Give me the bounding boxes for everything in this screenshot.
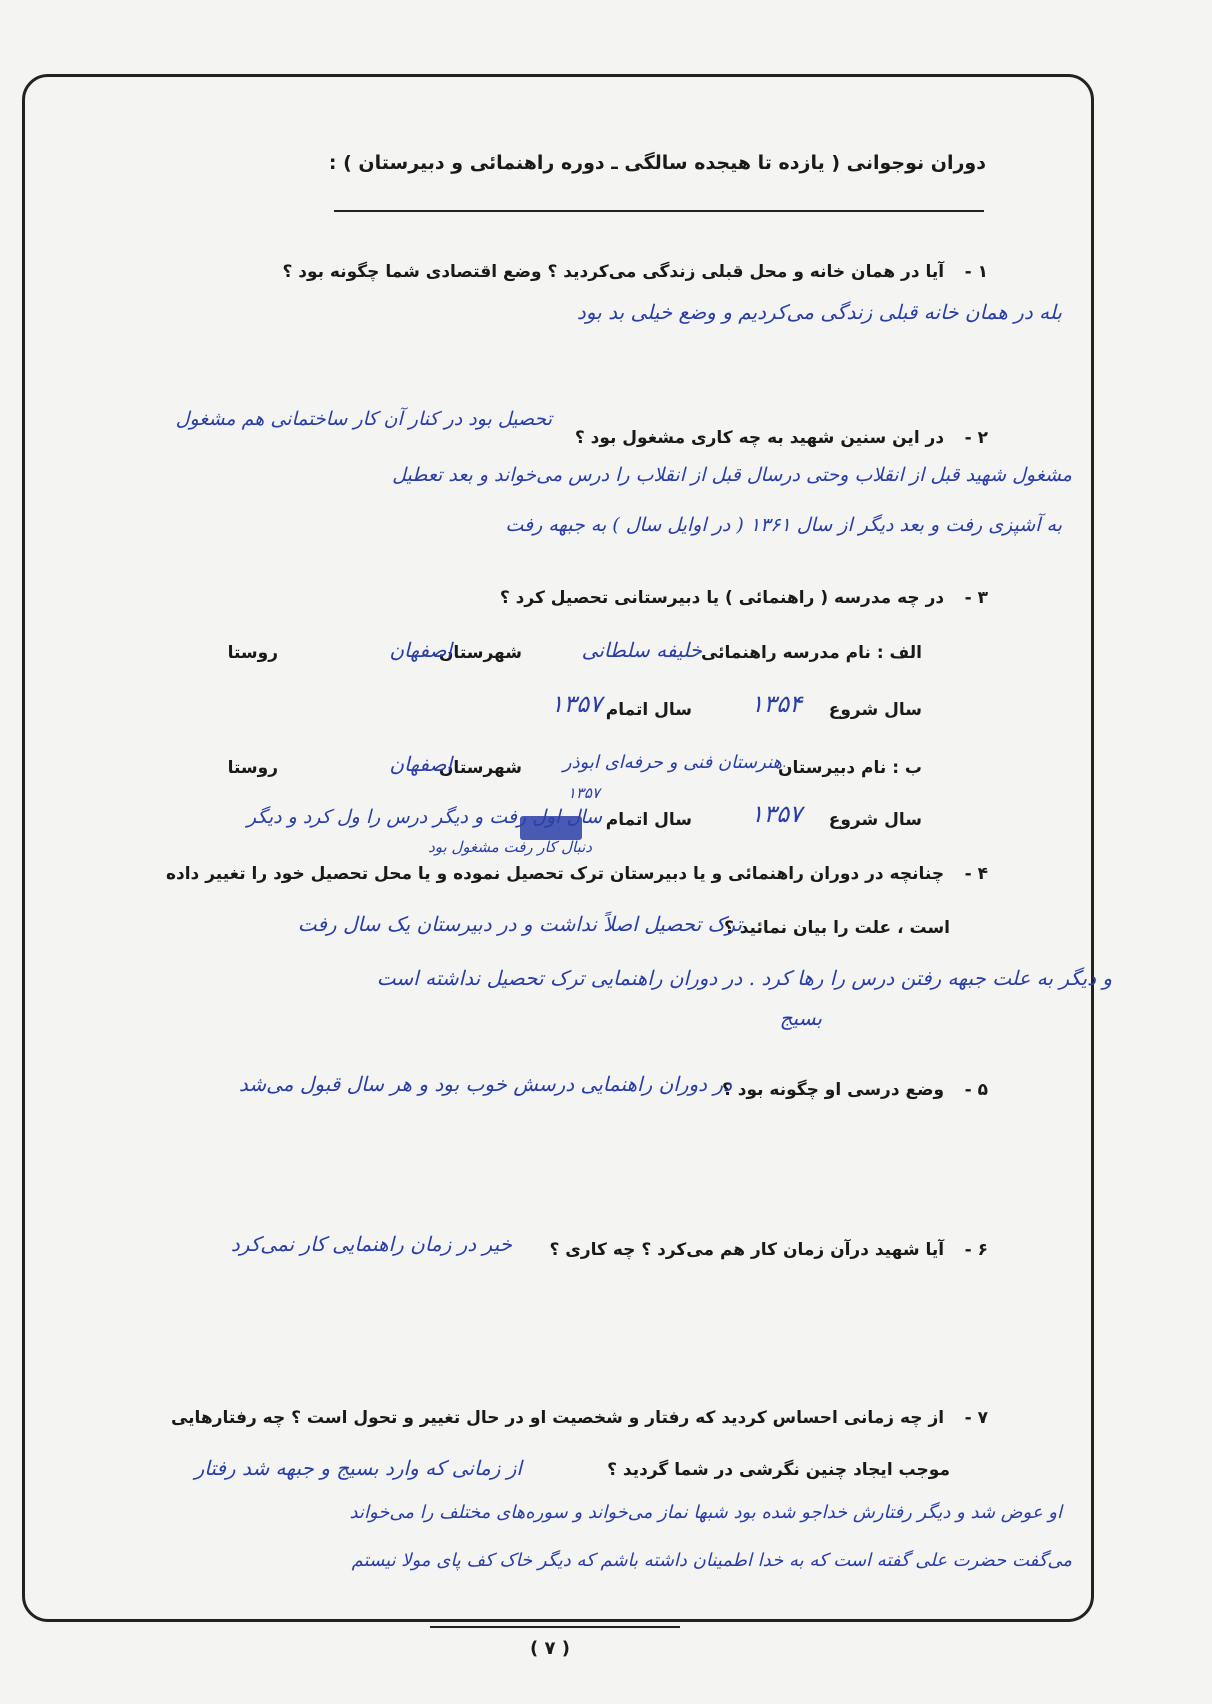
answer-2-top: تحصیل بود در کنار آن کار ساختمانی هم مشغول bbox=[175, 408, 552, 430]
school-a-start-label: سال شروع bbox=[828, 700, 922, 720]
school-b-end-year: ۱۳۵۷ bbox=[567, 784, 600, 802]
question-number: ۳ - bbox=[964, 588, 988, 608]
question-7 bbox=[171, 1408, 988, 1428]
answer-4-line-2: و دیگر به علت جبهه رفتن درس را رها کرد . در دوران راهنمایی ترک تحصیل نداشته است bbox=[376, 966, 1112, 990]
question-number: ۵ - bbox=[964, 1080, 988, 1100]
question-number: ۴ - bbox=[964, 864, 988, 884]
footer-rule bbox=[430, 1626, 680, 1628]
question-text: آیا شهید درآن زمان کار هم می‌کرد ؟ چه کاری ؟ bbox=[549, 1240, 945, 1260]
answer-7-line-1: از زمانی که وارد بسیج و جبهه شد رفتار bbox=[194, 1456, 522, 1480]
school-b-start-label: سال شروع bbox=[828, 810, 922, 830]
answer-7-line-3: می‌گفت حضرت علی گفته است که به خدا اطمینان داشته باشم که دیگر خاک کف پای مولا نیستم bbox=[351, 1550, 1072, 1571]
question-number: ۲ - bbox=[964, 428, 988, 448]
question-2 bbox=[575, 428, 988, 448]
answer-7-line-2: او عوض شد و دیگر رفتارش خداجو شده بود شبها نماز می‌خواند و سوره‌های مختلف را می‌خواند bbox=[349, 1502, 1062, 1523]
school-a-label: الف : نام مدرسه راهنمائی bbox=[700, 643, 922, 663]
answer-1: بله در همان خانه قبلی زندگی می‌کردیم و وضع خیلی بد بود bbox=[576, 300, 1062, 324]
question-text: وضع درسی او چگونه بود ؟ bbox=[721, 1080, 945, 1100]
question-text: آیا در همان خانه و محل قبلی زندگی می‌کردید ؟ وضع اقتصادی شما چگونه بود ؟ bbox=[282, 262, 945, 282]
answer-2-line-2: به آشپزی رفت و بعد دیگر از سال ۱۳۶۱ ( در اوایل سال ) به جبهه رفت bbox=[505, 514, 1062, 536]
school-a-city: اصفهان bbox=[389, 638, 452, 662]
school-a-start-year: ۱۳۵۴ bbox=[750, 690, 802, 718]
school-b-village-label: روستا bbox=[227, 758, 278, 778]
question-4-line-2: است ، علت را بیان نمائید ؟ bbox=[723, 918, 950, 938]
question-text: چنانچه در دوران راهنمائی و یا دبیرستان ترک تحصیل نموده و یا محل تحصیل خود را تغییر داده bbox=[165, 864, 945, 884]
answer-4-line-1: ترک تحصیل اصلاً نداشت و در دبیرستان یک سال رفت bbox=[297, 912, 742, 936]
question-7-line-2: موجب ایجاد چنین نگرشی در شما گردید ؟ bbox=[607, 1460, 950, 1480]
school-b-start-year: ۱۳۵۷ bbox=[750, 800, 802, 828]
school-a-end-label: سال اتمام bbox=[605, 700, 692, 720]
section-title: دوران نوجوانی ( یازده تا هیجده سالگی ـ دوره راهنمائی و دبیرستان ) : bbox=[328, 152, 986, 174]
question-number: ۱ - bbox=[964, 262, 988, 282]
question-text: در چه مدرسه ( راهنمائی ) یا دبیرستانی تحصیل کرد ؟ bbox=[499, 588, 945, 608]
school-a-city-label: شهرستان bbox=[438, 643, 522, 663]
school-a-name: خلیفه سلطانی bbox=[581, 638, 702, 662]
school-b-label: ب : نام دبیرستان bbox=[777, 758, 922, 778]
answer-2-line-1: مشغول شهید قبل از انقلاب وحتی درسال قبل از انقلاب را درس می‌خواند و بعد تعطیل bbox=[392, 464, 1072, 486]
answer-4-line-3: بسیج bbox=[779, 1006, 822, 1030]
school-b-note: سال اول رفت و دیگر درس را ول کرد و دیگر bbox=[246, 806, 602, 828]
question-3 bbox=[500, 588, 988, 608]
question-6 bbox=[550, 1240, 988, 1260]
school-b-name: هنرستان فنی و حرفه‌ای ابوذر bbox=[562, 752, 782, 773]
page-number: ( ۷ ) bbox=[530, 1638, 570, 1659]
answer-5: در دوران راهنمایی درسش خوب بود و هر سال قبول می‌شد bbox=[238, 1072, 732, 1096]
answer-6: خیر در زمان راهنمایی کار نمی‌کرد bbox=[230, 1232, 512, 1256]
school-b-city: اصفهان bbox=[389, 752, 452, 776]
question-text: از چه زمانی احساس کردید که رفتار و شخصیت او در حال تغییر و تحول است ؟ چه رفتارهایی bbox=[170, 1408, 945, 1428]
question-number: ۷ - bbox=[964, 1408, 988, 1428]
question-1 bbox=[282, 262, 988, 282]
school-b-note-2: دنبال کار رفت مشغول بود bbox=[428, 838, 592, 856]
school-b-city-label: شهرستان bbox=[438, 758, 522, 778]
school-a-end-year: ۱۳۵۷ bbox=[550, 690, 602, 718]
title-underline bbox=[334, 210, 984, 212]
school-a-village-label: روستا bbox=[227, 643, 278, 663]
question-number: ۶ - bbox=[964, 1240, 988, 1260]
school-b-end-label: سال اتمام bbox=[605, 810, 692, 830]
question-text: در این سنین شهید به چه کاری مشغول بود ؟ bbox=[574, 428, 945, 448]
question-4 bbox=[166, 864, 988, 884]
question-5 bbox=[722, 1080, 988, 1100]
